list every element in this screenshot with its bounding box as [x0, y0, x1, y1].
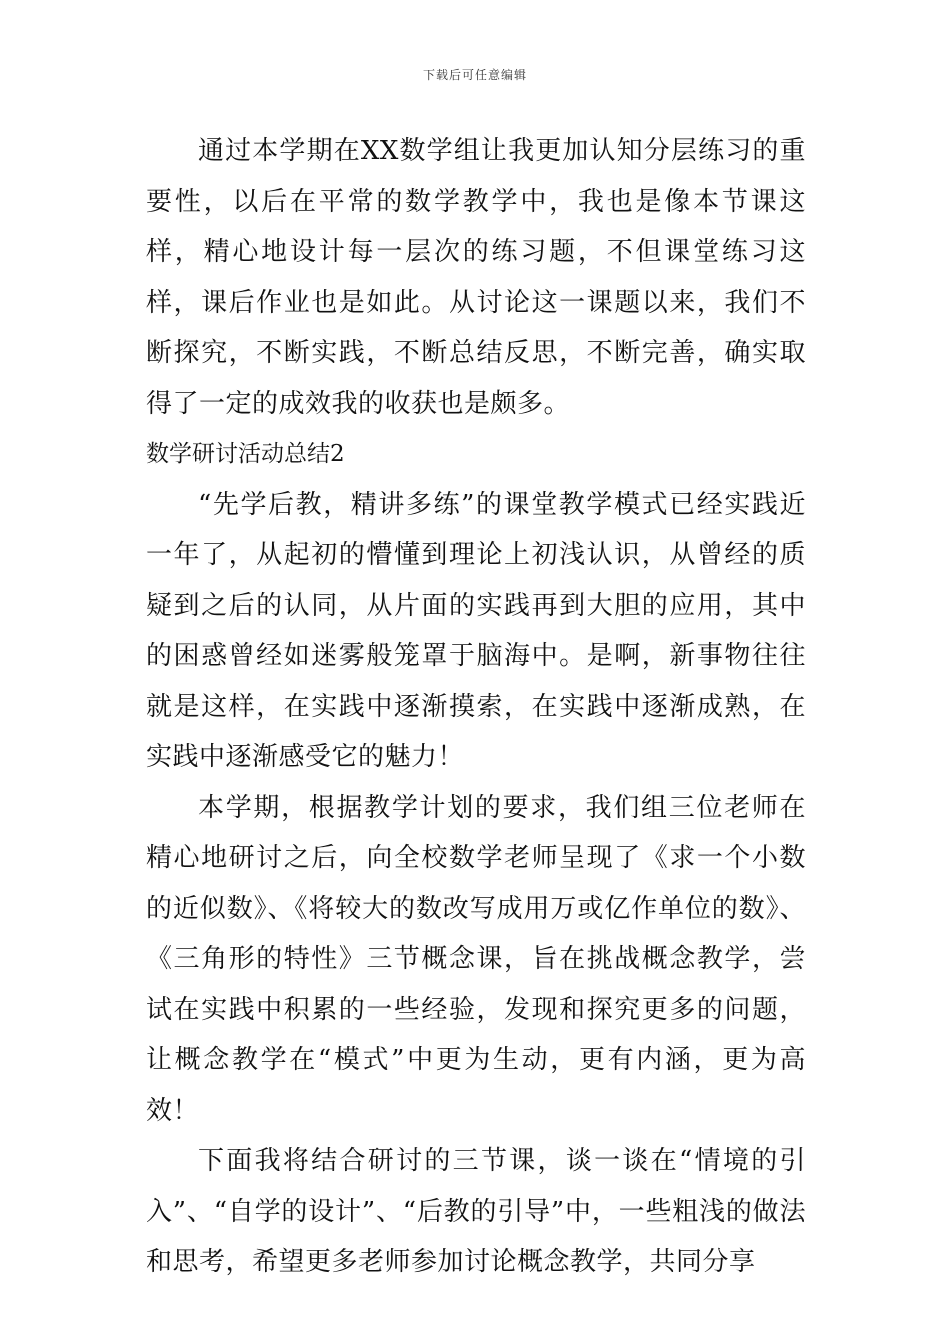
document-body [146, 126, 806, 1288]
paragraph-1: 通过本学期在XX数学组让我更加认知分层练习的重要性，以后在平常的数学教学中，我也是像本节课这样，精心地设计每一层次的练习题，不但课堂练习这样，课后作业也是如此。从讨论这一课题以来，我们不断探究，不断实践，不断总结反思，不断完善，确实取得了一定的成效我的收获也是颇多。 [146, 136, 806, 419]
paragraph-3: 本学期，根据教学计划的要求，我们组三位老师在精心地研讨之后，向全校数学老师呈现了《求一个小数的近似数》、《将较大的数改写成用万或亿作单位的数》、《三角形的特性》三节概念课，旨在挑战概念教学，尝试在实践中积累的一些经验，发现和探究更多的问题，让概念教学在“模式”中更为生动，更有内涵，更为高效！ [146, 792, 806, 1126]
section-heading: 数学研讨活动总结2 [146, 441, 345, 467]
paragraph-2: “先学后教，精讲多练”的课堂教学模式已经实践近一年了，从起初的懵懂到理论上初浅认识，从曾经的质疑到之后的认同，从片面的实践再到大胆的应用，其中的困惑曾经如迷雾般笼罩于脑海中。是啊，新事物往往就是这样，在实践中逐渐摸索，在实践中逐渐成熟，在实践中逐渐感受它的魅力！ [146, 489, 806, 772]
header-note: 下载后可任意编辑 [422, 68, 527, 82]
paragraph-4: 下面我将结合研讨的三节课，谈一谈在“情境的引入”、“自学的设计”、“后教的引导”中，一些粗浅的做法和思考，希望更多老师参加讨论概念教学，共同分享 [146, 1146, 806, 1277]
